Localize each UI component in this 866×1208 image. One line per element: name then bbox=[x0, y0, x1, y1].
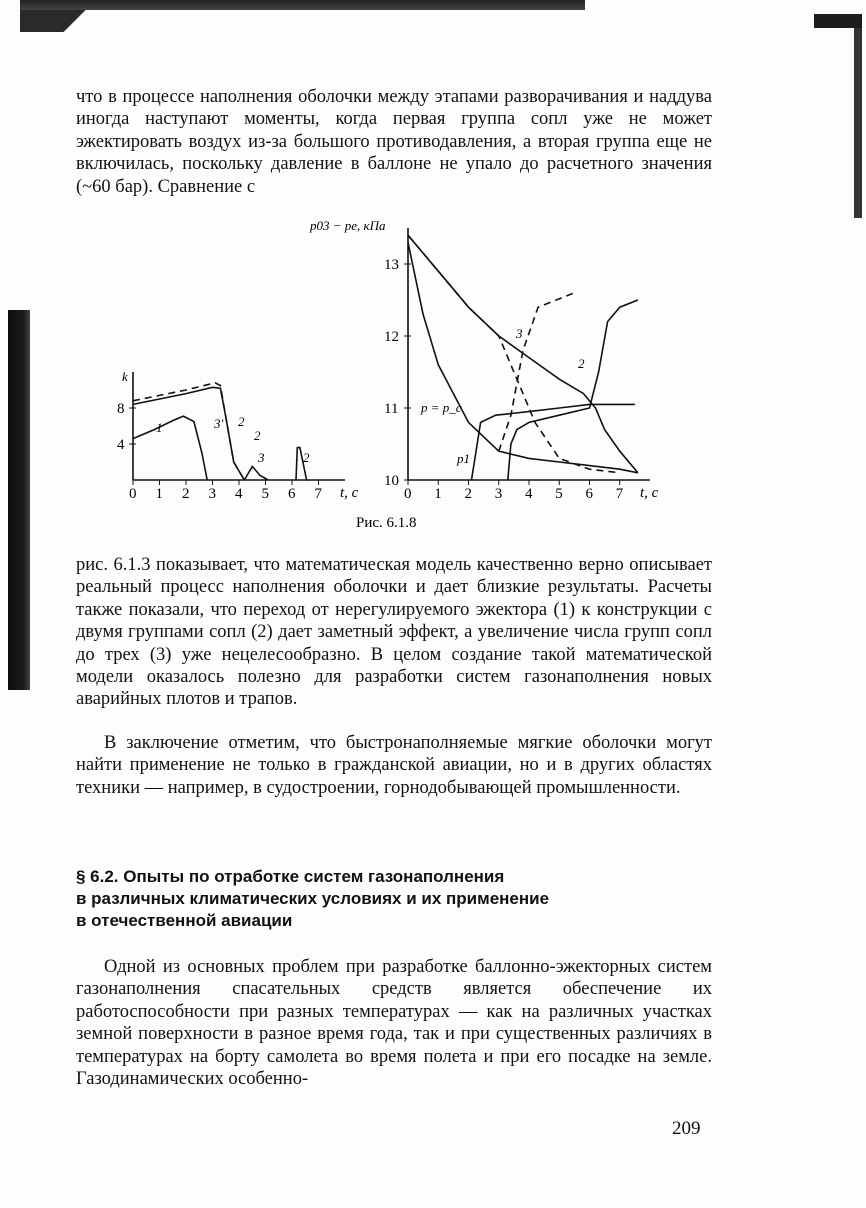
y-tick-label: 12 bbox=[384, 329, 399, 345]
y-tick-label: 10 bbox=[384, 473, 399, 489]
y-tick-label: 11 bbox=[384, 401, 399, 417]
series-annotation: p = p_c bbox=[421, 400, 462, 415]
figure-caption: Рис. 6.1.8 bbox=[356, 515, 417, 531]
paragraph-section bbox=[76, 956, 712, 1090]
series-line bbox=[508, 300, 638, 480]
x-tick-label: 4 bbox=[235, 486, 243, 502]
chart-pressure-vs-time bbox=[309, 218, 659, 502]
x-tick-label: 6 bbox=[288, 486, 296, 502]
series-annotation: 2 bbox=[578, 356, 585, 371]
x-tick-label: 0 bbox=[404, 486, 412, 502]
paragraph-conclusion-text: В заключение отметим, что быстронаполняемые мягкие оболочки могут найти применение не только в гражданской авиации, но и в других областях техники — например, в судостроении, горнодобывающей промышленности. bbox=[76, 733, 712, 798]
x-tick-label: 7 bbox=[314, 486, 322, 502]
y-axis-label: k bbox=[122, 369, 128, 384]
x-tick-label: 3 bbox=[494, 486, 503, 502]
y-tick-label: 8 bbox=[117, 401, 125, 417]
series-annotation: 2 bbox=[303, 450, 310, 465]
x-tick-label: 0 bbox=[129, 486, 137, 502]
x-axis-label: t, c bbox=[340, 485, 359, 501]
series-annotation: 3 bbox=[258, 450, 265, 465]
x-tick-label: 5 bbox=[261, 486, 269, 502]
section-heading-line-1: § 6.2. Опыты по отработке систем газонаполнения bbox=[76, 867, 505, 886]
paragraph-conclusion bbox=[76, 732, 712, 799]
series-line bbox=[133, 387, 244, 480]
series-annotation: 2 bbox=[254, 428, 261, 443]
x-axis-label: t, c bbox=[640, 485, 659, 501]
x-tick-label: 7 bbox=[615, 486, 624, 502]
x-tick-label: 1 bbox=[155, 486, 163, 502]
x-tick-label: 6 bbox=[585, 486, 593, 502]
x-tick-label: 4 bbox=[525, 486, 533, 502]
section-heading-line-3: в отечественной авиации bbox=[76, 911, 293, 930]
y-tick-label: 4 bbox=[117, 437, 125, 453]
series-annotation: 2 bbox=[238, 414, 245, 429]
paragraph-top-text: что в процессе наполнения оболочки между этапами разворачивания и наддува иногда наступают моменты, когда первая группа сопл уже не может эжектировать воздух из-за большого противодавления, а вторая группа еще не включилась, поскольку давление в баллоне не упало до расчетного значения (~60 бар). Сравнение с bbox=[76, 87, 712, 197]
x-tick-label: 2 bbox=[464, 486, 472, 502]
x-tick-label: 2 bbox=[182, 486, 190, 502]
y-axis-label: p03 − pe, кПа bbox=[310, 218, 386, 233]
paragraph-after-figure-text: рис. 6.1.3 показывает, что математическая модель качественно верно описывает реальный процесс наполнения оболочки и дает близкие результаты. Расчеты также показали, что переход от нерегулируемого эжектора (1) к конструкции с двумя группами сопл (2) дает заметный эффект, а увеличение числа групп сопл до трех (3) уже нецелесообразно. В целом создание такой математической модели оказалось полезно для разработки систем газонаполнения новых аварийных плотов и трапов. bbox=[76, 555, 712, 710]
series-line bbox=[499, 293, 575, 451]
series-line bbox=[244, 467, 268, 481]
section-heading bbox=[76, 866, 696, 932]
y-tick-label: 13 bbox=[384, 257, 399, 273]
x-tick-label: 1 bbox=[434, 486, 442, 502]
series-annotation: 3 bbox=[516, 326, 523, 341]
paragraph-section-text: Одной из основных проблем при разработке баллонно-эжекторных систем газонаполнения спасательных средств является обеспечение их работоспособности при разных температурах — как на различных участках земной поверхности в разное время года, так и при существенных различиях в температурах на борту самолета во время полета и при его посадке на земле. Газодинамических особенно- bbox=[76, 957, 712, 1090]
series-annotation: p1 bbox=[457, 451, 470, 466]
series-annotation: 3' bbox=[214, 416, 224, 431]
x-tick-label: 3 bbox=[208, 486, 216, 502]
paragraph-after-figure bbox=[76, 554, 712, 711]
series-line bbox=[133, 416, 207, 480]
page-number: 209 bbox=[672, 1118, 701, 1139]
x-tick-label: 5 bbox=[555, 486, 563, 502]
chart-k-vs-time bbox=[117, 369, 359, 502]
section-heading-line-2: в различных климатических условиях и их применение bbox=[76, 889, 550, 908]
series-annotation: 1 bbox=[156, 420, 163, 435]
